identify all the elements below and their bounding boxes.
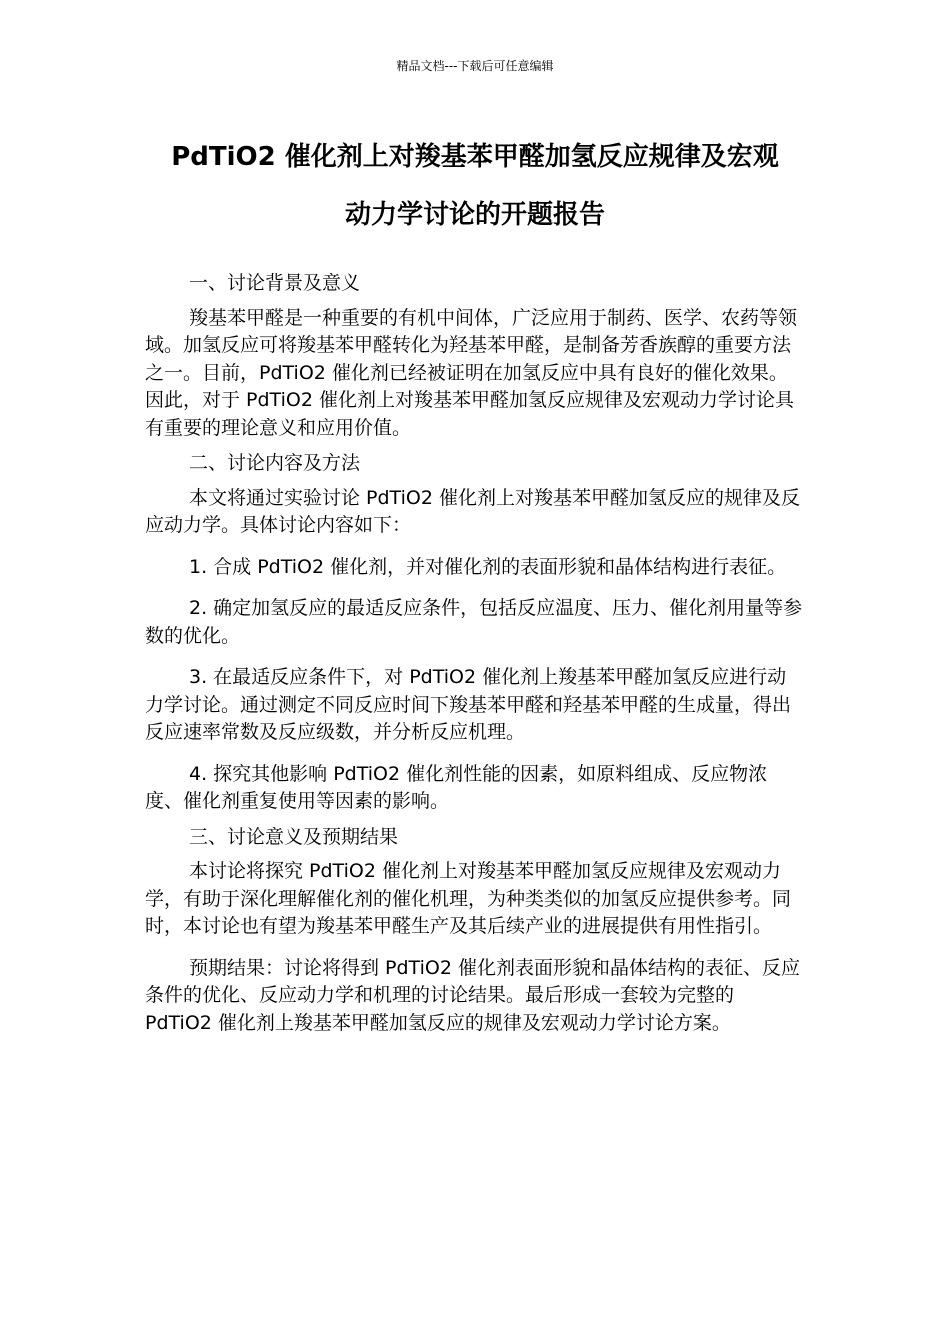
document-title (130, 128, 820, 244)
section-heading-significance: 三、讨论意义及预期结果 (189, 825, 399, 848)
paragraph-significance: 本讨论将探究 PdTiO2 催化剂上对羧基苯甲醛加氢反应规律及宏观动力学，有助于深化理解催化剂的催化机理，为种类类似的加氢反应提供参考。同时，本讨论也有望为羧基苯甲醛生产及其后续产业的进展提供有用性指引。 (145, 860, 792, 937)
section-heading-background: 一、讨论背景及意义 (189, 272, 361, 294)
document-body (145, 266, 805, 1037)
list-item-conditions: 2. 确定加氢反应的最适反应条件，包括反应温度、压力、催化剂用量等参数的优化。 (145, 597, 803, 647)
paragraph-expected-results: 预期结果：讨论将得到 PdTiO2 催化剂表面形貌和晶体结构的表征、反应条件的优化、反应动力学和机理的讨论结果。最后形成一套较为完整的 PdTiO2 催化剂上羧基苯甲醛加氢反应的规律及宏观动力学讨论方案。 (145, 956, 800, 1034)
list-item-synthesis: 1. 合成 PdTiO2 催化剂，并对催化剂的表面形貌和晶体结构进行表征。 (189, 555, 787, 578)
title-line-1: PdTiO2 催化剂上对羧基苯甲醛加氢反应规律及宏观 (171, 142, 779, 172)
list-item-kinetics: 3. 在最适反应条件下，对 PdTiO2 催化剂上羧基苯甲醛加氢反应进行动力学讨论。通过测定不同反应时间下羧基苯甲醛和羟基苯甲醛的生成量，得出反应速率常数及反应级数，并分析反应机理。 (145, 666, 792, 743)
page-header-note: 精品文档---下载后可任意编辑 (396, 59, 554, 73)
paragraph-content-intro: 本文将通过实验讨论 PdTiO2 催化剂上对羧基苯甲醛加氢反应的规律及反应动力学。具体讨论内容如下： (145, 486, 800, 536)
section-heading-content-methods: 二、讨论内容及方法 (189, 452, 361, 474)
paragraph-background: 羧基苯甲醛是一种重要的有机中间体，广泛应用于制药、医学、农药等领域。加氢反应可将羧基苯甲醛转化为羟基苯甲醛，是制备芳香族醇的重要方法之一。目前，PdTiO2 催化剂已经被证明在加氢反应中具有良好的催化效果。因此，对于 PdTiO2 催化剂上对羧基苯甲醛加氢反应规律及宏观动力学讨论具有重要的理论意义和应用价值。 (145, 306, 798, 439)
list-item-factors: 4. 探究其他影响 PdTiO2 催化剂性能的因素，如原料组成、反应物浓度、催化剂重复使用等因素的影响。 (145, 762, 768, 812)
title-line-2: 动力学讨论的开题报告 (344, 200, 605, 230)
